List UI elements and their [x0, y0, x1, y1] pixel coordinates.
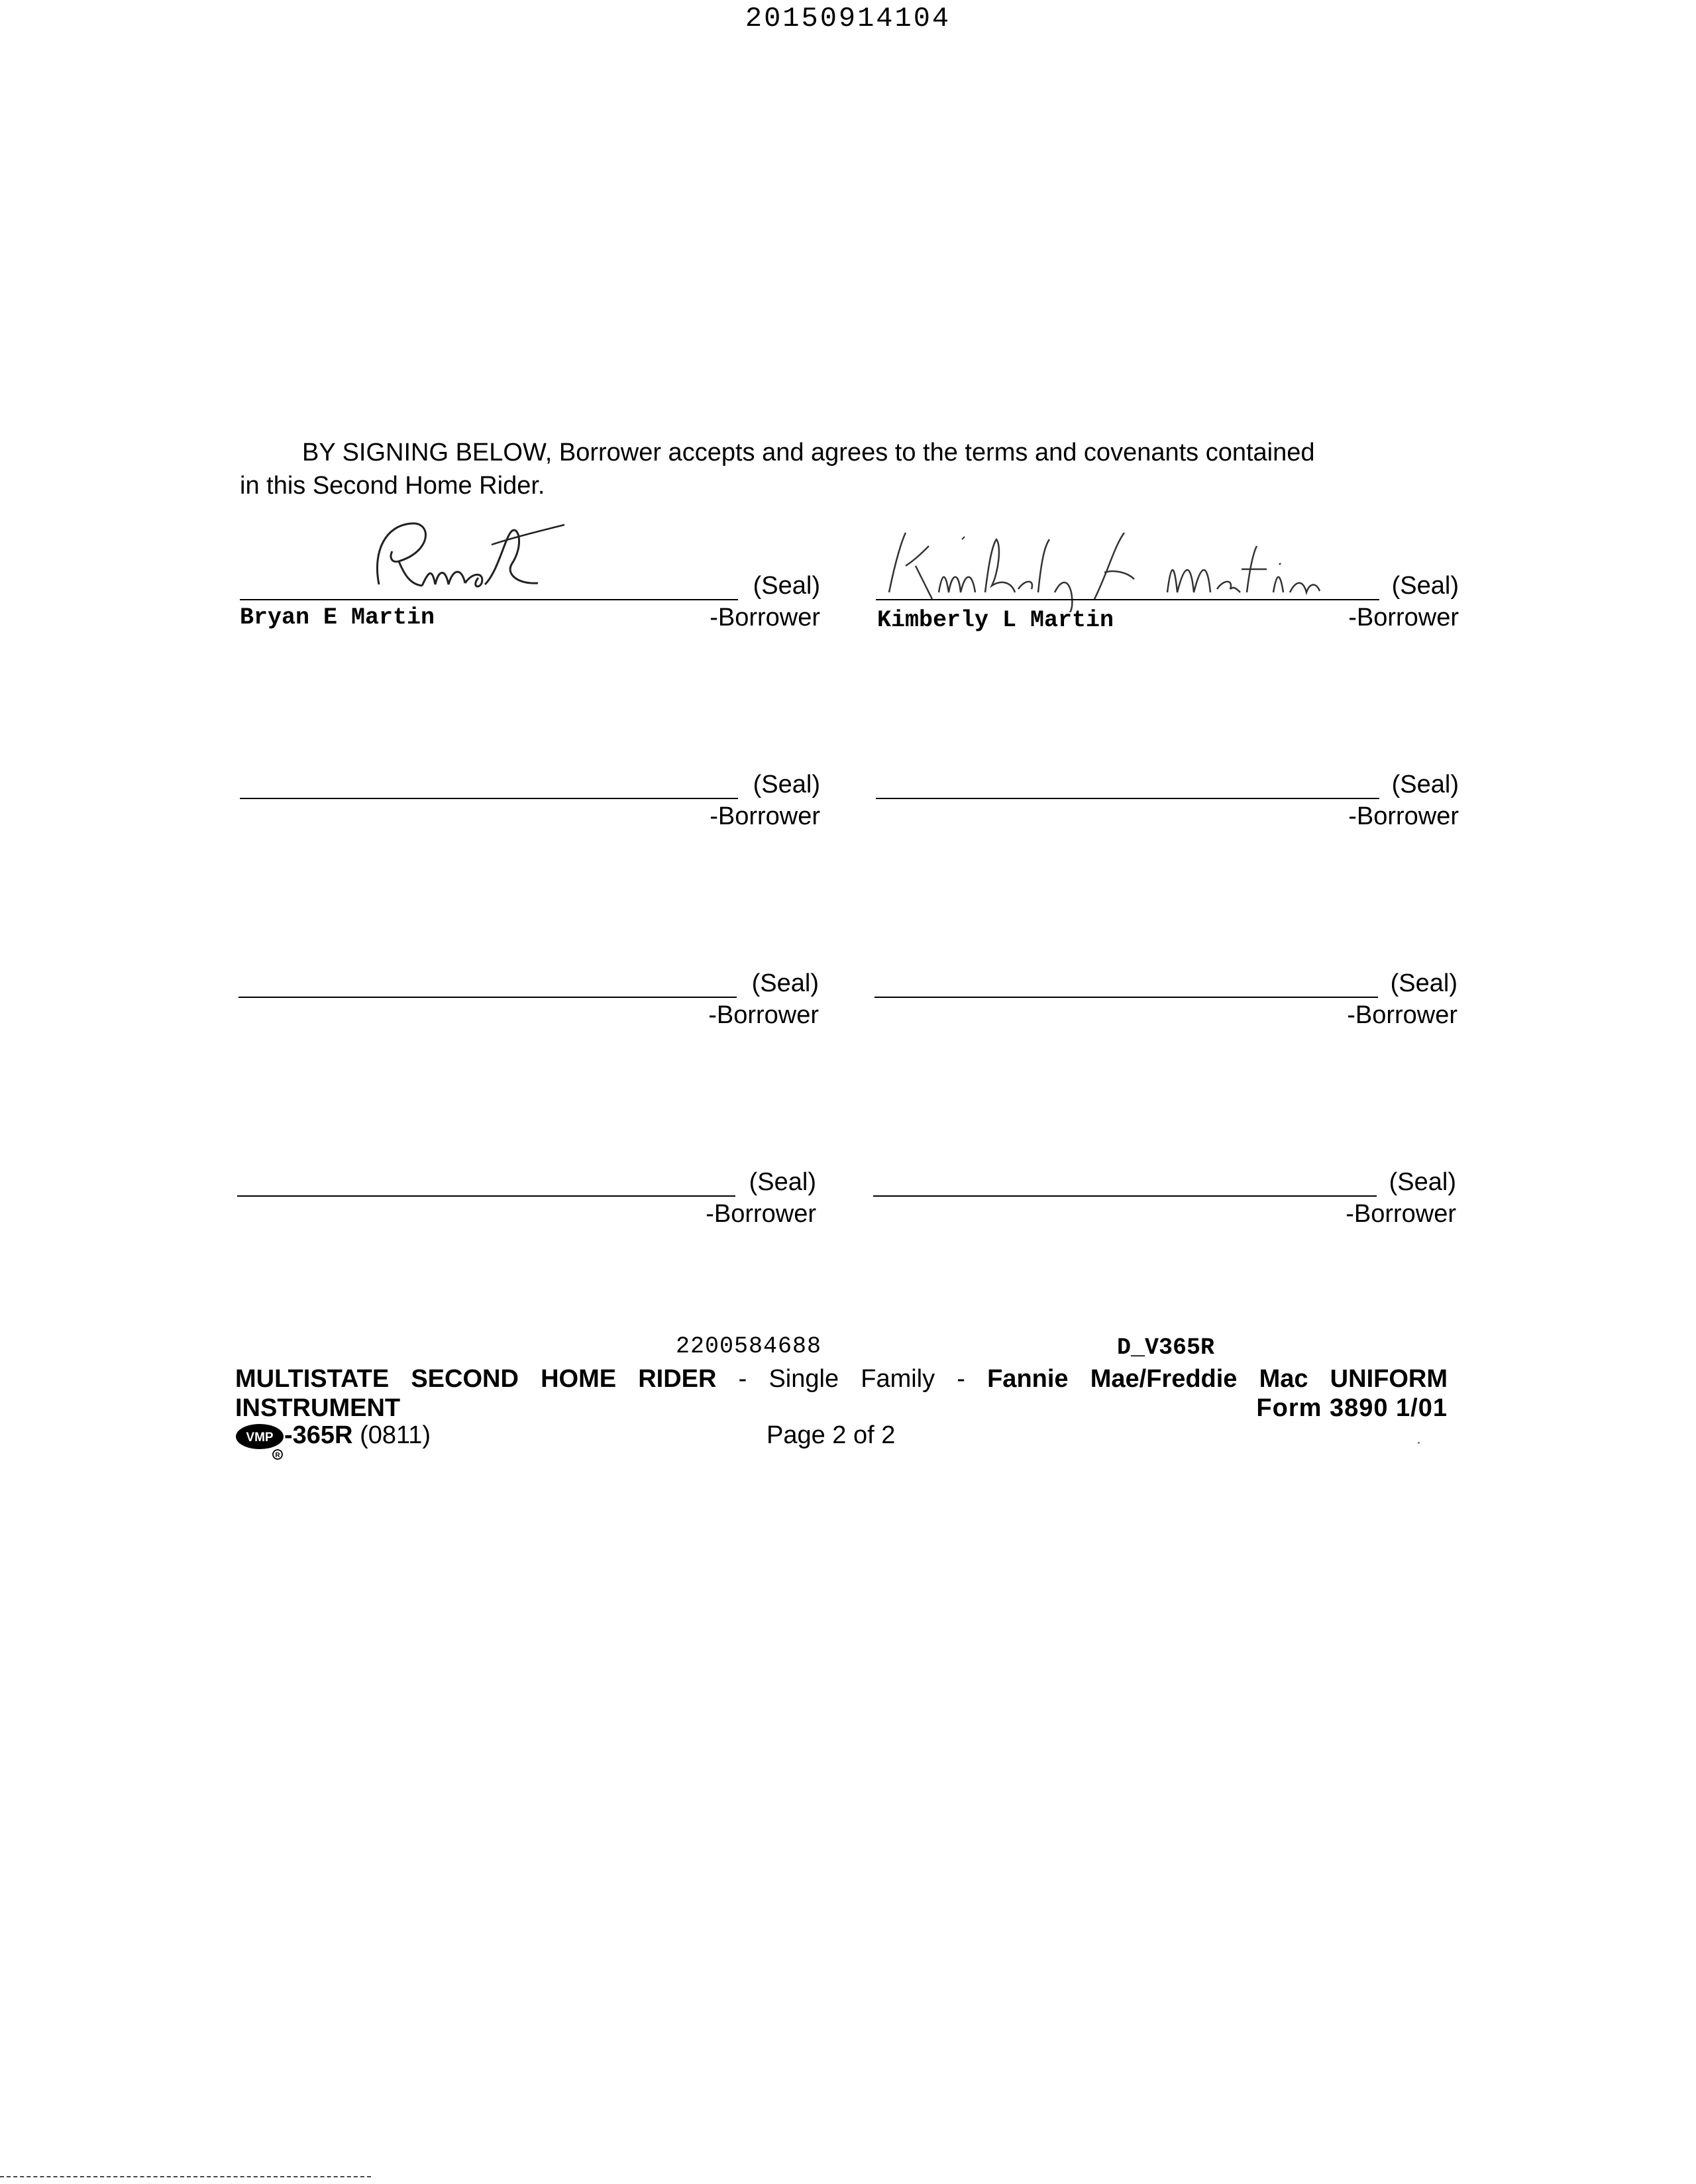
page-number: Page 2 of 2: [767, 1421, 896, 1449]
signature-line: [874, 997, 1378, 998]
signature-block-borrower-1: [240, 571, 820, 644]
statement-line-2: in this Second Home Rider.: [240, 472, 545, 500]
loan-number: 2200584688: [676, 1333, 822, 1360]
seal-label: (Seal): [1390, 969, 1458, 997]
seal-label: (Seal): [1389, 1168, 1456, 1196]
handwritten-signature-kimberly: [876, 519, 1379, 612]
signature-line: [876, 599, 1379, 600]
signature-line: [873, 1195, 1377, 1197]
signature-block-blank-2: [876, 770, 1459, 843]
borrower-label: -Borrower: [710, 802, 820, 830]
borrower-name: Kimberly L Martin: [877, 607, 1114, 633]
scan-edge-artifact: [0, 2176, 371, 2177]
borrower-label: -Borrower: [1346, 1200, 1456, 1228]
statement-line-1: BY SIGNING BELOW, Borrower accepts and agrees to the terms and covenants contained: [302, 439, 1315, 466]
form-title-continued: [235, 1394, 1448, 1422]
borrower-label: -Borrower: [708, 1001, 819, 1029]
seal-label: (Seal): [751, 969, 819, 997]
form-title-main: MULTISTATE SECOND HOME RIDER: [235, 1365, 717, 1393]
scan-artifact: [1418, 1442, 1420, 1444]
form-title: [235, 1365, 1448, 1393]
signature-line: [240, 798, 738, 799]
signature-block-blank-5: [237, 1168, 816, 1240]
svg-text:R: R: [275, 1452, 280, 1459]
borrower-label: -Borrower: [706, 1200, 816, 1228]
form-code: D_V365R: [1117, 1335, 1215, 1361]
seal-label: (Seal): [753, 572, 820, 600]
signature-line: [237, 1195, 735, 1197]
borrower-label: -Borrower: [710, 604, 820, 631]
signature-block-blank-6: [873, 1168, 1456, 1240]
acceptance-statement: [240, 436, 1459, 502]
seal-label: (Seal): [1391, 771, 1459, 798]
seal-label: (Seal): [749, 1168, 816, 1196]
signature-block-blank-1: [240, 770, 820, 843]
vmp-form-number: -365R (0811): [284, 1421, 431, 1449]
vmp-logo-text: VMP: [246, 1431, 274, 1445]
borrower-label: -Borrower: [1348, 802, 1459, 830]
vmp-logo-icon: [235, 1423, 287, 1460]
seal-label: (Seal): [753, 771, 820, 798]
signature-block-blank-4: [874, 969, 1458, 1042]
seal-label: (Seal): [1391, 572, 1459, 600]
form-title-line-2: INSTRUMENT: [235, 1394, 401, 1422]
borrower-label: -Borrower: [1348, 604, 1459, 631]
signature-line: [876, 798, 1379, 799]
signature-line: [240, 599, 738, 600]
form-number: Form 3890 1/01: [1256, 1394, 1448, 1422]
form-title-agency: Fannie Mae/Freddie Mac UNIFORM: [987, 1365, 1448, 1393]
handwritten-signature-bryan: [299, 512, 644, 611]
form-title-type: - Single Family -: [716, 1365, 988, 1393]
signature-block-borrower-2: [876, 571, 1459, 644]
borrower-name: Bryan E Martin: [240, 604, 435, 631]
borrower-label: -Borrower: [1347, 1001, 1458, 1029]
signature-line: [238, 997, 737, 998]
signature-block-blank-3: [238, 969, 819, 1042]
document-number: 20150914104: [745, 3, 951, 34]
